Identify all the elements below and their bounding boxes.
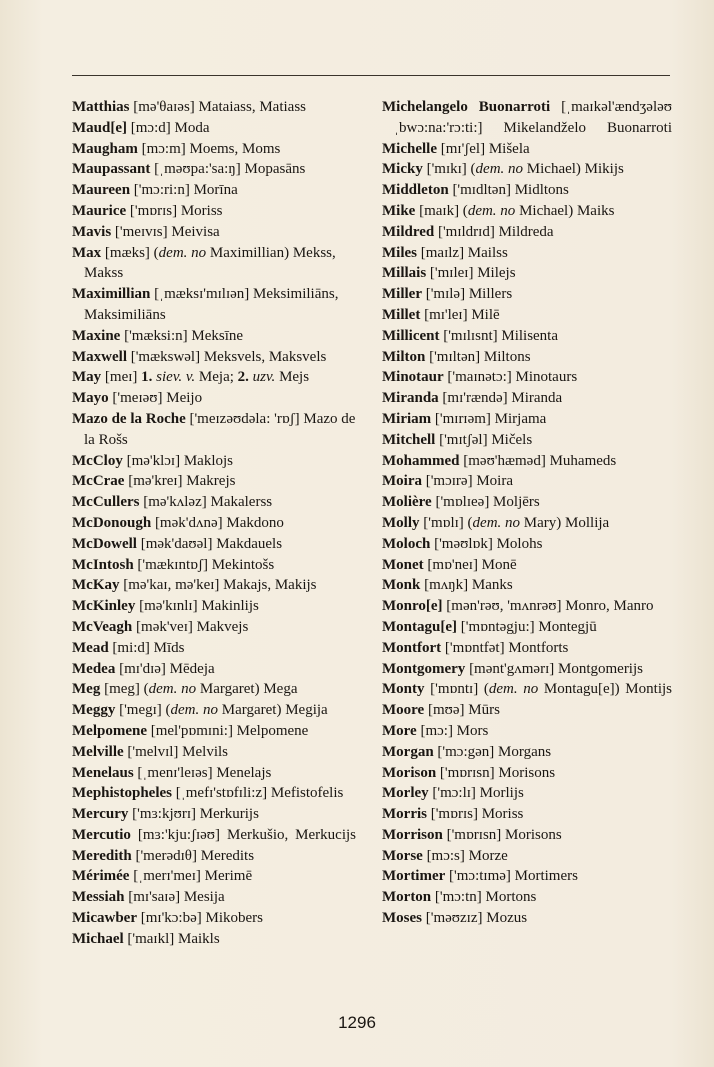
entry-headword: Melville bbox=[72, 743, 124, 760]
dictionary-entry bbox=[382, 555, 672, 576]
dictionary-entry bbox=[382, 139, 672, 160]
entry-text: [mə'kʌləz] Makalerss bbox=[139, 494, 273, 511]
entry-headword: Maurice bbox=[72, 202, 127, 219]
entry-headword: Mitchell bbox=[382, 431, 436, 448]
dictionary-entry bbox=[72, 596, 356, 617]
entry-text: ['mæksi:n] Meksīne bbox=[120, 327, 244, 344]
entry-text: ['mɒrɪsn] Morisons bbox=[442, 826, 562, 843]
entry-text: Meja; bbox=[195, 369, 238, 386]
header-rule bbox=[72, 75, 670, 76]
dictionary-entry bbox=[72, 139, 356, 160]
entry-text: Michael) Mikijs bbox=[523, 161, 624, 178]
entry-headword: Mildred bbox=[382, 223, 435, 240]
entry-note: dem. no bbox=[472, 514, 521, 531]
entry-text: [ˌmaɪkəl'ændʒələʊˌbwɔ:na:'rɔ:ti:] Mikelandželo Buonarroti bbox=[394, 99, 673, 136]
entry-text: [mɔ:s] Morze bbox=[422, 847, 508, 864]
dictionary-entry bbox=[72, 929, 356, 950]
dictionary-entry bbox=[72, 513, 356, 534]
entry-text: [mæks] ( bbox=[101, 244, 159, 261]
dictionary-entry bbox=[382, 721, 672, 742]
dictionary-entry bbox=[72, 575, 356, 596]
entry-text: ['mɒlɪ] ( bbox=[419, 514, 473, 531]
entry-text: ['mɒntɪ] ( bbox=[424, 681, 489, 698]
entry-text: [mi:d] Mīds bbox=[108, 639, 185, 656]
entry-text: ['mɔ:ri:n] Morīna bbox=[130, 182, 238, 199]
entry-headword: Montagu[e] bbox=[382, 618, 457, 635]
entry-headword: Millet bbox=[382, 306, 421, 323]
entry-headword: Matthias bbox=[72, 99, 130, 115]
entry-headword: Mercutio bbox=[72, 826, 131, 843]
entry-headword: Mortimer bbox=[382, 868, 446, 885]
entry-headword: Michael bbox=[72, 930, 124, 947]
dictionary-entry bbox=[72, 721, 356, 742]
entry-text: [mə'klɔɪ] Maklojs bbox=[122, 452, 234, 469]
entry-headword: Maximillian bbox=[72, 286, 151, 303]
entry-note: dem. no bbox=[488, 681, 539, 698]
entry-text: [meɪ] bbox=[101, 369, 142, 386]
entry-text: ['mɪlɪsnt] Milisenta bbox=[439, 327, 559, 344]
dictionary-entry bbox=[382, 659, 672, 680]
entry-text: [mɔ:m] Moems, Moms bbox=[137, 140, 281, 157]
dictionary-entry bbox=[72, 742, 356, 763]
entry-headword: Mavis bbox=[72, 223, 112, 240]
entry-text: [mənt'gʌmərɪ] Montgomerijs bbox=[465, 660, 643, 677]
entry-sense-number: 2. bbox=[237, 369, 249, 386]
dictionary-entry bbox=[382, 367, 672, 388]
dictionary-entry bbox=[382, 513, 672, 534]
dictionary-entry bbox=[72, 243, 356, 285]
entry-text: [ˌmenɪ'leɪəs] Menelajs bbox=[133, 764, 272, 781]
entry-headword: Montgomery bbox=[382, 660, 466, 677]
entry-text: [mək'daʊəl] Makdauels bbox=[136, 535, 283, 552]
entry-headword: More bbox=[382, 722, 417, 739]
dictionary-entry bbox=[72, 367, 356, 388]
entry-headword: Morton bbox=[382, 889, 432, 906]
entry-text: Margaret) Mega bbox=[196, 681, 298, 698]
entry-headword: Millicent bbox=[382, 327, 440, 344]
entry-note: siev. v. bbox=[152, 369, 196, 386]
dictionary-entry bbox=[382, 617, 672, 638]
dictionary-entry bbox=[72, 180, 356, 201]
dictionary-entry bbox=[72, 347, 356, 368]
entry-headword: Monet bbox=[382, 556, 424, 573]
entry-headword: Monk bbox=[382, 577, 421, 594]
dictionary-entry bbox=[382, 492, 672, 513]
dictionary-entry bbox=[382, 804, 672, 825]
entry-text: ['mɪtʃəl] Mičels bbox=[435, 431, 533, 448]
entry-headword: Mike bbox=[382, 202, 416, 219]
entry-headword: McCloy bbox=[72, 452, 123, 469]
entry-headword: Miller bbox=[382, 286, 422, 303]
entry-text: ['melvɪl] Melvils bbox=[123, 743, 229, 760]
entry-text: Mary) Mollija bbox=[520, 514, 610, 531]
entry-text: Maximillian) Mekss, Makss bbox=[84, 244, 336, 282]
entry-headword: Montfort bbox=[382, 639, 442, 656]
entry-headword: Minotaur bbox=[382, 369, 444, 386]
dictionary-entry bbox=[382, 846, 672, 867]
entry-text: [mɔ:d] Moda bbox=[127, 119, 210, 136]
entry-text: [mək'veɪ] Makvejs bbox=[132, 618, 249, 635]
dictionary-entry bbox=[382, 388, 672, 409]
entry-text: ['meɪzəʊdəla: 'rɒʃ] Mazo de la Rošs bbox=[84, 410, 356, 448]
dictionary-entry bbox=[72, 887, 356, 908]
entry-text: ['mɒlɪeə] Moljērs bbox=[431, 494, 540, 511]
entry-text: ['merədɪθ] Meredits bbox=[131, 847, 255, 864]
dictionary-entry bbox=[72, 159, 356, 180]
entry-headword: McDowell bbox=[72, 535, 137, 552]
entry-text: [mɪ'rændə] Miranda bbox=[438, 390, 563, 407]
entry-text: [mʌŋk] Manks bbox=[420, 577, 513, 594]
entry-note: dem. no bbox=[467, 202, 516, 219]
entry-text: [mɒ'neɪ] Monē bbox=[423, 556, 517, 573]
entry-sense-number: 1. bbox=[141, 369, 153, 386]
entry-headword: Mephistopheles bbox=[72, 785, 173, 802]
dictionary-entry bbox=[382, 451, 672, 472]
dictionary-entry bbox=[382, 887, 672, 908]
dictionary-entry bbox=[382, 243, 672, 264]
dictionary-entry bbox=[382, 908, 672, 929]
left-column bbox=[72, 97, 356, 950]
entry-headword: Monty bbox=[382, 681, 425, 698]
entry-headword: Maxwell bbox=[72, 348, 127, 365]
dictionary-entry bbox=[382, 742, 672, 763]
dictionary-entry bbox=[382, 783, 672, 804]
entry-text: ['meɪvɪs] Meivisa bbox=[111, 223, 220, 240]
dictionary-entry bbox=[72, 700, 356, 721]
entry-text: ['mɪrɪəm] Mirjama bbox=[431, 410, 547, 427]
entry-text: [mɜ:'kju:ʃɪəʊ] Merkušio, Merkucijs bbox=[130, 826, 356, 843]
dictionary-entry bbox=[72, 201, 356, 222]
entry-text: ['mɪleɪ] Milejs bbox=[426, 265, 516, 282]
entry-headword: Mohammed bbox=[382, 452, 460, 469]
entry-text: ['mɔ:tɪmə] Mortimers bbox=[445, 868, 578, 885]
entry-text: ['mɔ:gən] Morgans bbox=[433, 743, 552, 760]
entry-text: ['mɪldrɪd] Mildreda bbox=[434, 223, 554, 240]
dictionary-entry bbox=[382, 305, 672, 326]
dictionary-entry bbox=[72, 471, 356, 492]
entry-headword: Mead bbox=[72, 639, 109, 656]
dictionary-entry bbox=[382, 825, 672, 846]
dictionary-entry bbox=[382, 97, 672, 139]
entry-text: [ˌməʊpa:'sa:ŋ] Mopasāns bbox=[150, 161, 306, 178]
entry-headword: Morley bbox=[382, 785, 429, 802]
entry-text: [ˌmæksɪ'mɪlɪən] Meksimiliāns, Maksimiliāns bbox=[84, 286, 339, 323]
entry-headword: Maugham bbox=[72, 140, 138, 157]
entry-headword: Morison bbox=[382, 764, 437, 781]
entry-headword: McIntosh bbox=[72, 556, 134, 573]
dictionary-entry bbox=[382, 159, 672, 180]
entry-text: ['məʊlɒk] Molohs bbox=[430, 535, 543, 552]
entry-headword: Miranda bbox=[382, 390, 439, 407]
entry-text: ['mɒntfət] Montforts bbox=[441, 639, 569, 656]
dictionary-entry bbox=[72, 659, 356, 680]
entry-headword: Moira bbox=[382, 473, 422, 490]
entry-text: ['mækɪntɒʃ] Mekintošs bbox=[133, 556, 275, 573]
entry-headword: Menelaus bbox=[72, 764, 134, 781]
entry-headword: Moore bbox=[382, 702, 425, 719]
entry-headword: Molly bbox=[382, 514, 420, 531]
entry-text: ['maɪnətɔ:] Minotaurs bbox=[443, 369, 578, 386]
entry-headword: Michelle bbox=[382, 140, 437, 157]
entry-text: [ˌmefɪ'stɒfɪli:z] Mefistofelis bbox=[172, 785, 344, 802]
entry-headword: McDonough bbox=[72, 514, 152, 531]
dictionary-entry bbox=[72, 409, 356, 451]
dictionary-entry bbox=[382, 575, 672, 596]
dictionary-entry bbox=[382, 534, 672, 555]
entry-text: Mejs bbox=[275, 369, 310, 386]
entry-text: [mɪ'saɪə] Mesija bbox=[124, 889, 225, 906]
entry-text: [mə'kɪnlɪ] Makinlijs bbox=[135, 598, 259, 615]
entry-text: ['meɪəʊ] Meijo bbox=[108, 390, 203, 407]
dictionary-entry bbox=[72, 783, 356, 804]
dictionary-entry bbox=[72, 763, 356, 784]
entry-text: ['mɒrɪsn] Morisons bbox=[436, 764, 556, 781]
entry-text: ['maɪkl] Maikls bbox=[123, 930, 220, 947]
entry-headword: Micky bbox=[382, 161, 423, 178]
dictionary-entry bbox=[72, 825, 356, 846]
entry-headword: Messiah bbox=[72, 889, 125, 906]
entry-headword: Monro[e] bbox=[382, 598, 443, 615]
entry-text: [mɪ'leɪ] Milē bbox=[420, 306, 500, 323]
dictionary-entry bbox=[72, 284, 356, 326]
dictionary-entry bbox=[72, 846, 356, 867]
entry-text: [mək'dʌnə] Makdono bbox=[151, 514, 284, 531]
dictionary-entry bbox=[382, 222, 672, 243]
entry-text: ['mɪdltən] Midltons bbox=[448, 182, 569, 199]
entry-text: [mʊə] Mūrs bbox=[424, 702, 500, 719]
entry-headword: Miles bbox=[382, 244, 417, 261]
dictionary-entry bbox=[382, 700, 672, 721]
entry-text: ['mɒrɪs] Moriss bbox=[126, 202, 223, 219]
dictionary-entry bbox=[382, 471, 672, 492]
entry-headword: Maupassant bbox=[72, 161, 151, 178]
page-number: 1296 bbox=[338, 1013, 376, 1032]
dictionary-entry bbox=[382, 763, 672, 784]
dictionary-entry bbox=[382, 326, 672, 347]
entry-headword: Meggy bbox=[72, 702, 116, 719]
dictionary-entry bbox=[382, 180, 672, 201]
entry-text: [mɪ'ʃel] Mišela bbox=[436, 140, 530, 157]
entry-text: ['mɔɪrə] Moira bbox=[421, 473, 513, 490]
dictionary-entry bbox=[72, 534, 356, 555]
dictionary-entry bbox=[382, 347, 672, 368]
entry-text: ['mɪltən] Miltons bbox=[425, 348, 531, 365]
entry-headword: Medea bbox=[72, 660, 116, 677]
entry-text: Michael) Maiks bbox=[515, 202, 615, 219]
entry-text: Montagu[e]) Montijs bbox=[538, 681, 672, 698]
dictionary-entry bbox=[72, 222, 356, 243]
dictionary-entry bbox=[382, 263, 672, 284]
entry-note: dem. no bbox=[148, 681, 197, 698]
entry-text: [mɪ'kɔ:bə] Mikobers bbox=[136, 910, 263, 927]
entry-headword: McKinley bbox=[72, 598, 136, 615]
entry-headword: Mazo de la Roche bbox=[72, 410, 186, 427]
dictionary-entry bbox=[382, 430, 672, 451]
entry-headword: Maud[e] bbox=[72, 119, 127, 136]
dictionary-entry bbox=[72, 804, 356, 825]
entry-text: [ˌmerɪ'meɪ] Merimē bbox=[129, 868, 253, 885]
entry-headword: Morgan bbox=[382, 743, 434, 760]
entry-text: [məʊ'hæməd] Muhameds bbox=[459, 452, 617, 469]
entry-note: uzv. bbox=[248, 369, 276, 386]
entry-headword: Moses bbox=[382, 910, 422, 927]
entry-headword: Miriam bbox=[382, 410, 432, 427]
dictionary-entry bbox=[72, 555, 356, 576]
entry-headword: Melpomene bbox=[72, 722, 147, 739]
dictionary-entry bbox=[72, 97, 356, 118]
entry-headword: Morrison bbox=[382, 826, 443, 843]
entry-text: ['mɒrɪs] Moriss bbox=[426, 806, 524, 823]
dictionary-entry bbox=[72, 679, 356, 700]
entry-headword: McVeagh bbox=[72, 618, 133, 635]
entry-headword: Middleton bbox=[382, 182, 449, 199]
dictionary-entry bbox=[382, 638, 672, 659]
entry-text: ['mækswəl] Meksvels, Maksvels bbox=[126, 348, 327, 365]
entry-headword: Meredith bbox=[72, 847, 132, 864]
dictionary-entry bbox=[72, 908, 356, 929]
right-column bbox=[382, 97, 672, 929]
entry-headword: Maxine bbox=[72, 327, 121, 344]
entry-headword: McCrae bbox=[72, 473, 125, 490]
entry-text: [mɔ:] Mors bbox=[416, 722, 489, 739]
dictionary-entry bbox=[72, 492, 356, 513]
entry-headword: Morris bbox=[382, 806, 427, 823]
entry-headword: Mercury bbox=[72, 806, 129, 823]
entry-headword: Maureen bbox=[72, 182, 131, 199]
entry-text: [maɪlz] Mailss bbox=[417, 244, 508, 261]
entry-headword: May bbox=[72, 369, 102, 386]
dictionary-entry bbox=[72, 866, 356, 887]
entry-text: ['mɪkɪ] ( bbox=[422, 161, 476, 178]
dictionary-entry bbox=[382, 596, 672, 617]
entry-headword: McKay bbox=[72, 577, 120, 594]
entry-text: ['mɒntəgju:] Montegjū bbox=[457, 618, 597, 635]
entry-headword: Meg bbox=[72, 681, 101, 698]
entry-headword: Micawber bbox=[72, 910, 137, 927]
entry-headword: Michelangelo Buonarroti bbox=[382, 99, 551, 115]
entry-text: [mel'pɒmɪni:] Melpomene bbox=[146, 722, 309, 739]
entry-headword: Mayo bbox=[72, 390, 109, 407]
entry-text: [mə'kaɪ, mə'keɪ] Makajs, Makijs bbox=[119, 577, 317, 594]
entry-headword: McCullers bbox=[72, 494, 140, 511]
dictionary-entry bbox=[382, 679, 672, 700]
entry-text: ['mɔ:tn] Mortons bbox=[431, 889, 537, 906]
dictionary-entry bbox=[382, 409, 672, 430]
dictionary-entry bbox=[72, 388, 356, 409]
entry-text: [meg] ( bbox=[100, 681, 149, 698]
entry-note: dem. no bbox=[170, 702, 219, 719]
entry-headword: Moloch bbox=[382, 535, 431, 552]
dictionary-entry bbox=[382, 201, 672, 222]
entry-text: [mən'rəʊ, 'mʌnrəʊ] Monro, Manro bbox=[442, 598, 654, 615]
dictionary-entry bbox=[72, 326, 356, 347]
entry-text: ['mɔ:lɪ] Morlijs bbox=[428, 785, 524, 802]
entry-note: dem. no bbox=[158, 244, 207, 261]
dictionary-entry bbox=[72, 118, 356, 139]
entry-headword: Millais bbox=[382, 265, 427, 282]
entry-headword: Morse bbox=[382, 847, 423, 864]
entry-text: [maɪk] ( bbox=[415, 202, 468, 219]
entry-headword: Mérimée bbox=[72, 868, 130, 885]
entry-text: [mə'kreɪ] Makrejs bbox=[124, 473, 236, 490]
entry-text: ['megɪ] ( bbox=[115, 702, 171, 719]
entry-headword: Max bbox=[72, 244, 102, 261]
entry-note: dem. no bbox=[475, 161, 524, 178]
entry-text: ['mɪlə] Millers bbox=[421, 286, 513, 303]
entry-text: ['məʊzɪz] Mozus bbox=[422, 910, 528, 927]
entry-text: Margaret) Megija bbox=[218, 702, 328, 719]
dictionary-entry bbox=[72, 638, 356, 659]
entry-headword: Milton bbox=[382, 348, 426, 365]
dictionary-entry bbox=[382, 866, 672, 887]
dictionary-entry bbox=[72, 451, 356, 472]
dictionary-entry bbox=[72, 617, 356, 638]
entry-text: ['mɜ:kjʊrɪ] Merkurijs bbox=[128, 806, 259, 823]
entry-text: [mə'θaɪəs] Mataiass, Matiass bbox=[129, 99, 307, 115]
entry-headword: Molière bbox=[382, 494, 432, 511]
entry-text: [mɪ'dɪə] Mēdeja bbox=[115, 660, 215, 677]
dictionary-entry bbox=[382, 284, 672, 305]
